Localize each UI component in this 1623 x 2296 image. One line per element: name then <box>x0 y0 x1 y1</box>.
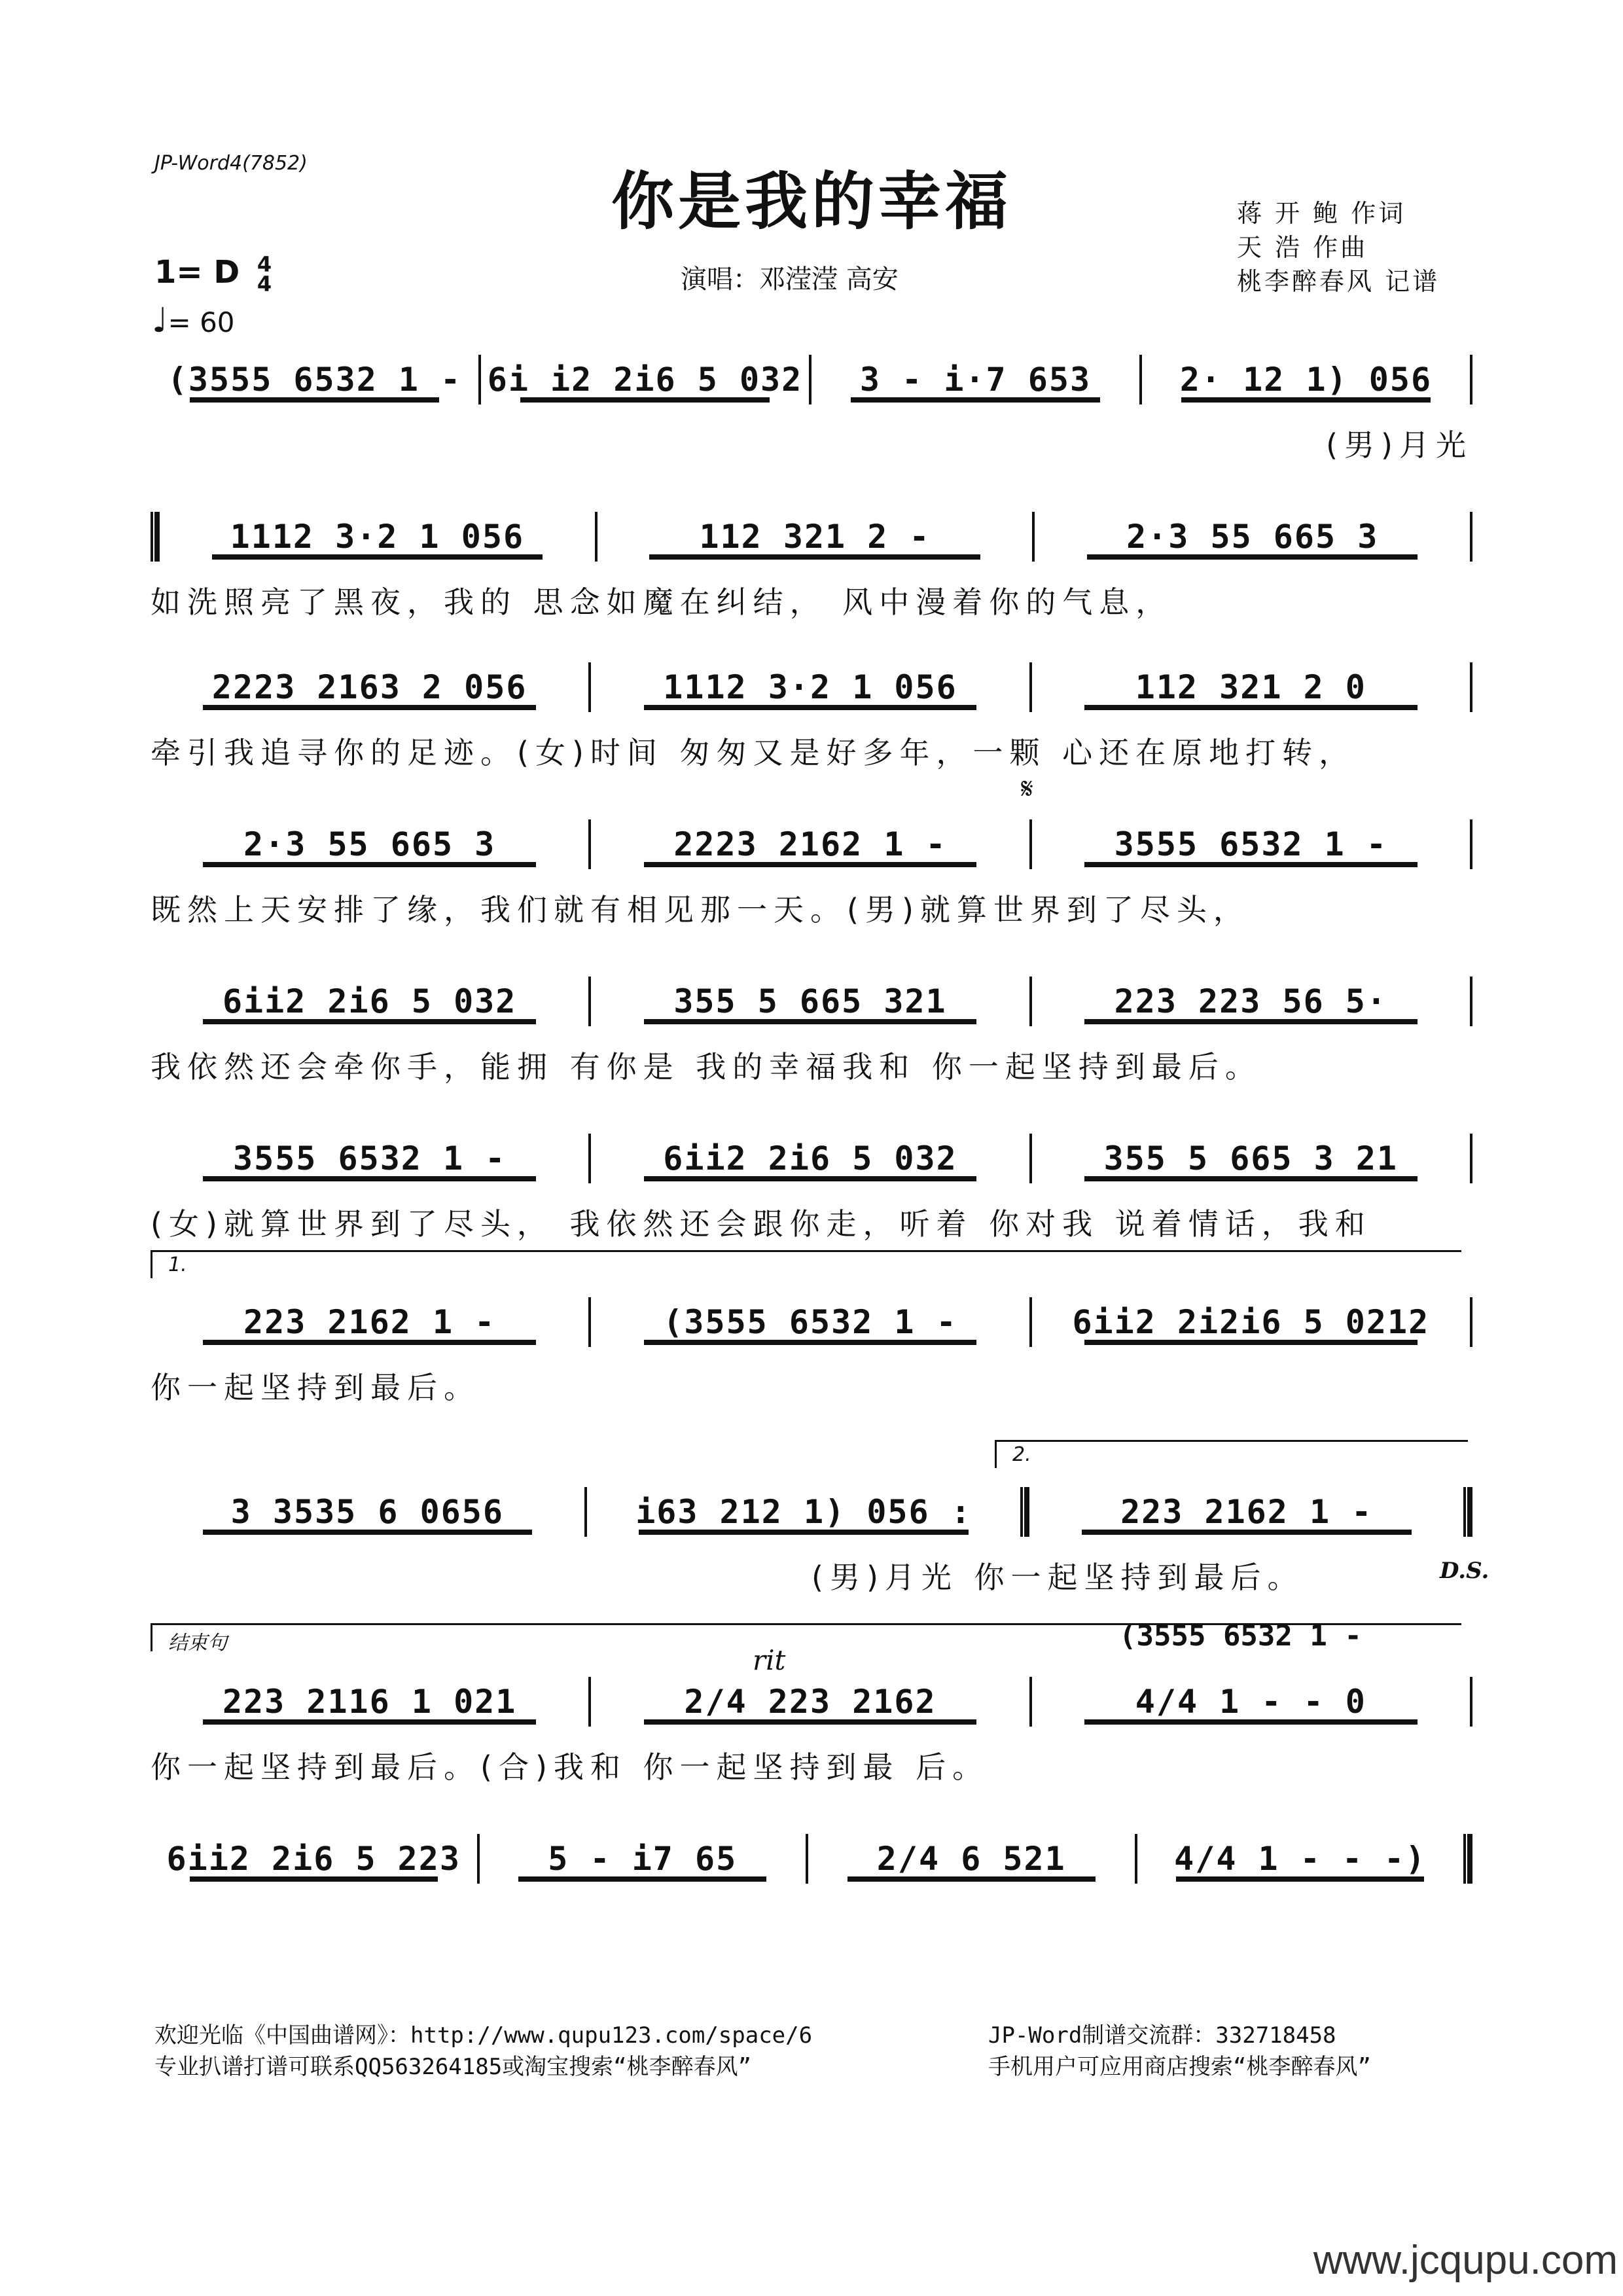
time-top: 4 <box>257 252 272 277</box>
measure: 2/4 6 521 <box>808 1840 1135 1878</box>
measure: 2223 2163 2 056 <box>151 668 588 706</box>
lyric-line: (男)月光 <box>1326 427 1472 463</box>
measure: 3 3535 6 0656 <box>151 1493 584 1531</box>
rit-marking: rit <box>753 1644 786 1676</box>
measure: 355 5 665 3 21 <box>1032 1139 1470 1177</box>
measure: 1112 3·2 1 056 <box>160 518 595 556</box>
measure: 6i i2 2i6 5 032 <box>481 361 809 399</box>
transcriber-credit: 桃李醉春风 记谱 <box>1237 267 1440 296</box>
measure: 1112 3·2 1 056 <box>591 668 1029 706</box>
time-signature <box>257 252 272 296</box>
tempo-value: = 60 <box>168 306 235 338</box>
barline <box>1470 1677 1472 1727</box>
measure: 6ii2 2i6 5 032 <box>591 1139 1029 1177</box>
lyric-line: (女)就算世界到了尽头， 我依然还会跟你走，听着 你对我 说着情话，我和 <box>151 1206 1372 1242</box>
footer-group-text: JP-Word制谱交流群：332718458 <box>988 2022 1336 2049</box>
measure: 6ii2 2i6 5 032 <box>151 982 588 1020</box>
measure: i63 212 1) 056 : <box>587 1493 1021 1531</box>
measure: 223 223 56 5· <box>1032 982 1470 1020</box>
barline <box>1470 819 1472 869</box>
measure: 223 2162 1 - <box>1029 1493 1463 1531</box>
measure: 4/4 1 - - 0 <box>1032 1683 1470 1721</box>
measure: 223 2162 1 - <box>151 1303 588 1341</box>
measure: (3555 6532 1 - <box>151 361 478 399</box>
quarter-note-icon: ♩ <box>152 301 168 340</box>
measure: 2223 2162 1 - <box>591 825 1029 863</box>
measure: 112 321 2 0 <box>1032 668 1470 706</box>
footer-app-text: 手机用户可应用商店搜索“桃李醉春风” <box>988 2054 1371 2080</box>
measure: 112 321 2 - <box>597 518 1033 556</box>
footer-right <box>988 2020 1371 2083</box>
barline <box>1470 977 1472 1026</box>
measure: 2· 12 1) 056 <box>1142 361 1470 399</box>
key-label: 1= D <box>154 254 240 291</box>
software-label: JP-Word4(7852) <box>154 152 308 175</box>
measure: 3 - i·7 653 <box>812 361 1139 399</box>
measure: 2/4 223 2162 <box>591 1683 1029 1721</box>
site-watermark: www.jcqupu.com <box>1313 2238 1618 2283</box>
footer-left <box>154 2020 812 2083</box>
volta-bracket-1 <box>151 1250 1461 1278</box>
volta-label: 1. <box>168 1253 187 1276</box>
measure: 4/4 1 - - -) <box>1137 1840 1464 1878</box>
lyricist-credit: 蒋 开 鲍 作词 <box>1237 199 1406 228</box>
volta-bracket-2 <box>995 1440 1468 1468</box>
measure: 2·3 55 665 3 <box>151 825 588 863</box>
footer-contact-text: 专业扒谱打谱可联系QQ563264185或淘宝搜索“桃李醉春风” <box>154 2054 752 2080</box>
barline <box>1470 355 1472 404</box>
measure: 6ii2 2i2i6 5 0212 <box>1032 1303 1470 1341</box>
barline <box>1470 1134 1472 1183</box>
ds-marking: D.S. <box>1440 1558 1489 1584</box>
song-title: 你是我的幸福 <box>611 164 1012 238</box>
composer-credit: 天 浩 作曲 <box>1237 233 1368 262</box>
lyric-line: (男)月光 你一起坚持到最后。 <box>812 1560 1304 1595</box>
measure: 6ii2 2i6 5 223 <box>151 1840 477 1878</box>
measure: 223 2116 1 021 <box>151 1683 588 1721</box>
key-signature <box>154 254 272 294</box>
segno-icon: 𝄋 <box>1021 772 1033 806</box>
barline <box>1470 1297 1472 1347</box>
barline <box>1470 512 1472 562</box>
time-bottom: 4 <box>257 272 272 296</box>
barline <box>1470 662 1472 712</box>
measure: 3555 6532 1 - <box>1032 825 1470 863</box>
footer-website-text: 欢迎光临《中国曲谱网》：http://www.qupu123.com/space/6 <box>154 2022 813 2049</box>
measure: 355 5 665 321 <box>591 982 1029 1020</box>
final-barline <box>1463 1834 1472 1884</box>
lyric-line: 你一起坚持到最后。(合)我和 你一起坚持到最 后。 <box>151 1749 990 1785</box>
tempo-marking <box>152 301 235 340</box>
repeat-start-barline <box>151 512 160 562</box>
coda-label: 结束句 <box>168 1632 227 1655</box>
measure: 3555 6532 1 - <box>151 1139 588 1177</box>
lyric-line: 牵引我追寻你的足迹。(女)时间 匆匆又是好多年，一颗 心还在原地打转， <box>151 735 1356 770</box>
volta-label: 2. <box>1012 1443 1031 1466</box>
credits-block <box>1237 196 1440 298</box>
lyric-line: 既然上天安排了缘，我们就有相见那一天。(男)就算世界到了尽头， <box>151 892 1250 927</box>
lyric-line: 如洗照亮了黑夜，我的 思念如魔在纠结， 风中漫着你的气息， <box>151 584 1173 620</box>
lyric-line: 你一起坚持到最后。 <box>151 1370 480 1405</box>
repeat-end-barline <box>1020 1487 1029 1537</box>
upper-line-notes: (3555 6532 1 - <box>1119 1619 1362 1653</box>
lyric-line: 我依然还会牵你手，能拥 有你是 我的幸福我和 你一起坚持到最后。 <box>151 1049 1262 1085</box>
measure: 2·3 55 665 3 <box>1035 518 1470 556</box>
measure: 5 - i7 65 <box>480 1840 806 1878</box>
singer-credit: 演唱：邓滢滢 高安 <box>681 264 899 295</box>
measure: (3555 6532 1 - <box>591 1303 1029 1341</box>
final-barline <box>1463 1487 1472 1537</box>
